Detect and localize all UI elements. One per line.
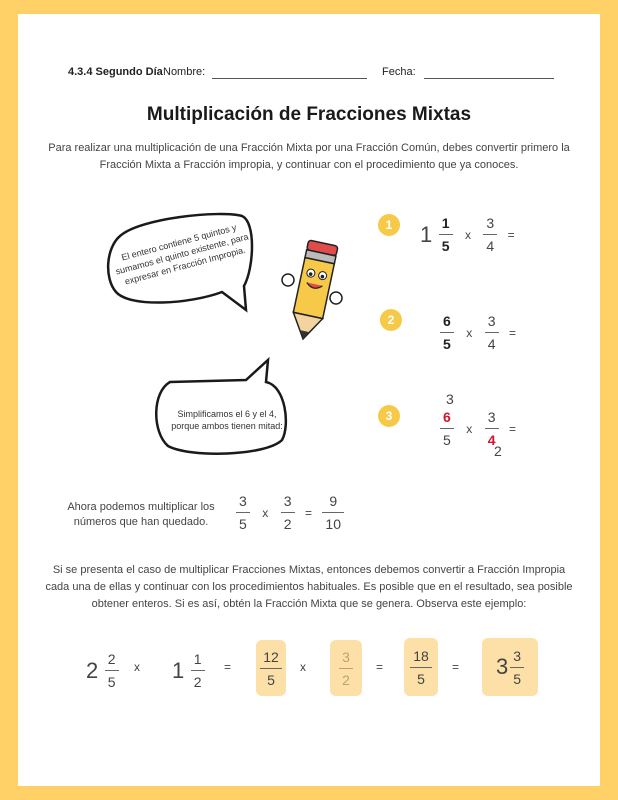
fraction: $\frac{2}{5}$ xyxy=(105,650,119,691)
times-sign: x xyxy=(464,227,471,242)
step-badge-3: 3 xyxy=(378,405,400,427)
lesson-label: 4.3.4 Segundo Día xyxy=(68,66,163,78)
bubble-improper-text: El entero contiene 5 quintos y sumamos el quinto existente, para expresar en Fracción Impropia. xyxy=(114,222,250,287)
date-field[interactable] xyxy=(424,68,554,79)
equals-sign: = xyxy=(508,421,516,436)
mixed-whole: 2 xyxy=(86,657,99,683)
fraction: $\frac{3}{5}$ xyxy=(236,492,250,533)
step-badge-1: 1 xyxy=(378,214,400,236)
name-field[interactable] xyxy=(212,68,367,79)
equals-sign: = xyxy=(224,660,232,674)
highlighted-fraction: $\frac{12}{5}$ xyxy=(256,640,286,696)
fraction: $\frac{1}{5}$ xyxy=(439,214,453,255)
mixed-whole: 1 xyxy=(172,657,185,683)
highlighted-result: 3 $\frac{3}{5}$ xyxy=(482,638,538,696)
step-badge-2: 2 xyxy=(380,309,402,331)
example-mixed-1 xyxy=(86,650,119,691)
fraction: $\frac{3}{4}$ xyxy=(485,408,499,449)
equals-sign: = xyxy=(304,505,312,520)
equals-sign: = xyxy=(507,227,515,242)
pencil-mascot-icon xyxy=(278,236,348,348)
highlighted-fraction: $\frac{3}{2}$ xyxy=(330,640,362,696)
highlighted-fraction: $\frac{18}{5}$ xyxy=(404,638,438,696)
step-1-expression xyxy=(420,214,521,255)
fraction: $\frac{3}{4}$ xyxy=(485,312,499,353)
mixed-whole: 3 xyxy=(495,654,509,679)
fraction: $\frac{6}{5}$ xyxy=(440,408,454,449)
intro-paragraph: Para realizar una multiplicación de una Fracción Mixta por una Fracción Común, debes convertir primero la Fracción Mixta a Fracción impropia, y continuar con el procedimiento que ya conoces. xyxy=(48,142,570,171)
times-sign: x xyxy=(262,505,269,520)
result-explanation: Ahora podemos multiplicar los números que han quedado. xyxy=(67,501,215,528)
step-2-expression xyxy=(440,312,522,353)
equals-sign: = xyxy=(452,660,460,674)
page-title: Multiplicación de Fracciones Mixtas xyxy=(146,104,472,125)
mixed-paragraph: Si se presenta el caso de multiplicar Fracciones Mixtas, entonces debemos convertir a Fracción Impropia cada una de ellas y continuar con los procedimientos habituales. Es posible que en el resultado, sea posible obtener enteros. Si es así, obtén la Fracción Mixta que se genera. Observa este ejemplo: xyxy=(45,564,573,610)
fraction: $\frac{1}{2}$ xyxy=(191,650,205,691)
times-sign: x xyxy=(466,325,473,340)
example-mixed-2 xyxy=(172,650,205,691)
date-label: Fecha: xyxy=(382,66,416,78)
step-3-expression xyxy=(440,408,522,449)
name-label: Nombre: xyxy=(163,66,206,78)
times-sign: x xyxy=(134,660,140,674)
times-sign: x xyxy=(300,660,306,674)
times-sign: x xyxy=(466,421,473,436)
mixed-whole: 1 xyxy=(420,221,433,247)
equals-sign: = xyxy=(508,325,516,340)
simplified-numerator: 3 xyxy=(446,391,454,407)
equals-sign: = xyxy=(376,660,384,674)
fraction: $\frac{3}{2}$ xyxy=(281,492,295,533)
fraction: $\frac{6}{5}$ xyxy=(440,312,454,353)
fraction: $\frac{3}{4}$ xyxy=(483,214,497,255)
bubble-simplify-text: Simplificamos el 6 y el 4, porque ambos tienen mitad: xyxy=(171,409,283,431)
fraction: $\frac{9}{10}$ xyxy=(322,492,344,533)
simplified-denominator: 2 xyxy=(494,443,502,459)
result-expression xyxy=(236,492,344,533)
